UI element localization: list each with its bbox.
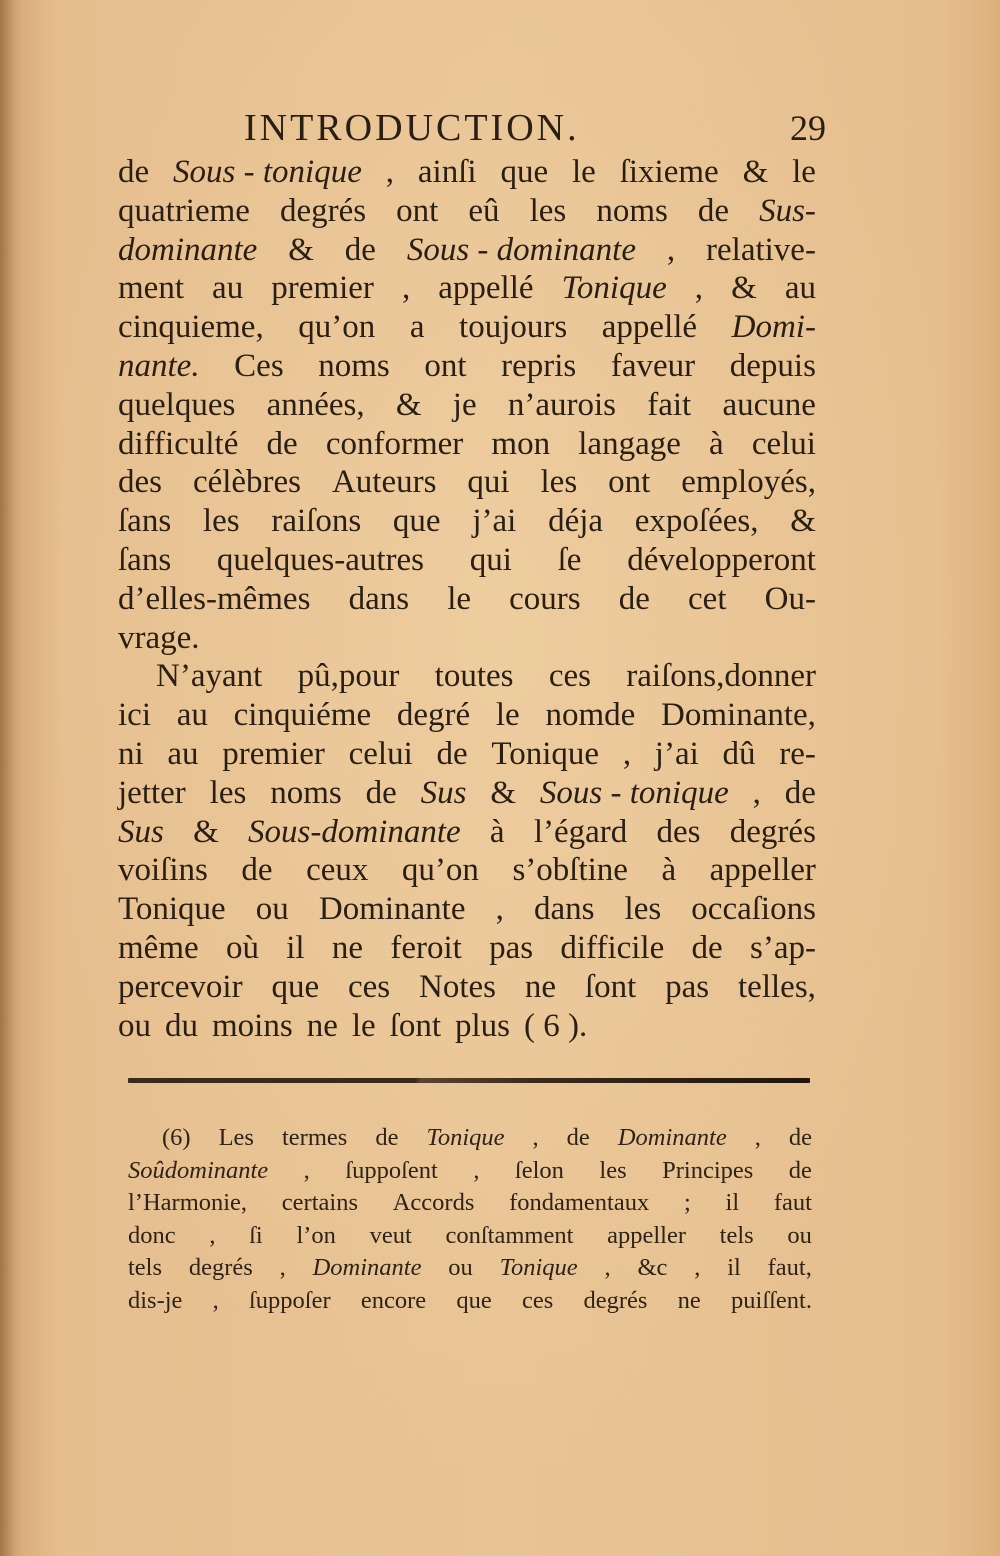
text-line bbox=[118, 696, 816, 735]
word: ces bbox=[548, 658, 591, 695]
footnote-line bbox=[128, 1155, 812, 1188]
word: d’elles-mêmes bbox=[118, 580, 311, 617]
word: ſont bbox=[389, 1007, 442, 1044]
word: mon bbox=[491, 425, 551, 462]
text-line bbox=[118, 386, 816, 425]
word: ſont bbox=[584, 968, 637, 1005]
word: faut, bbox=[767, 1254, 812, 1281]
word: jetter bbox=[118, 774, 186, 811]
word: que bbox=[456, 1286, 492, 1314]
word: Sous - dominante bbox=[406, 231, 636, 268]
word: dans bbox=[348, 580, 410, 617]
word: degré bbox=[396, 697, 471, 734]
word: dominante bbox=[118, 231, 258, 268]
text-line bbox=[118, 851, 816, 890]
word: occaſions bbox=[691, 891, 816, 928]
word: Sus- bbox=[759, 192, 816, 229]
word: j’ai bbox=[472, 503, 517, 540]
word: le bbox=[447, 580, 472, 617]
word: Les bbox=[218, 1124, 254, 1151]
word: & bbox=[193, 813, 219, 850]
word: Sous - tonique bbox=[539, 774, 729, 811]
word: & bbox=[790, 503, 816, 540]
word: aucune bbox=[722, 386, 816, 423]
word: difficile bbox=[560, 929, 665, 966]
word: faveur bbox=[610, 347, 696, 384]
word: , bbox=[532, 1124, 539, 1151]
word: ne bbox=[524, 968, 557, 1005]
word: qu’on bbox=[298, 309, 376, 346]
word: ont bbox=[396, 192, 439, 229]
word: , bbox=[666, 231, 676, 268]
word: je bbox=[452, 386, 477, 423]
text-line bbox=[118, 541, 816, 580]
word: employés, bbox=[681, 464, 816, 501]
word: ont bbox=[424, 347, 467, 384]
word: cours bbox=[509, 580, 581, 617]
word: de bbox=[691, 929, 723, 966]
word: Ou- bbox=[764, 580, 816, 617]
word: Tonique bbox=[491, 735, 600, 772]
word: & bbox=[731, 270, 757, 307]
text-line bbox=[118, 308, 816, 347]
footnote-rule bbox=[128, 1078, 810, 1083]
word: Accords bbox=[392, 1189, 475, 1216]
word: cinquieme, bbox=[118, 309, 264, 346]
word: ou bbox=[787, 1221, 812, 1249]
word: percevoir bbox=[118, 968, 243, 1005]
word: difficulté bbox=[118, 425, 239, 462]
word: de bbox=[697, 192, 730, 229]
word: les bbox=[540, 464, 578, 501]
word: de bbox=[784, 774, 816, 811]
word: au bbox=[176, 697, 208, 734]
text-line bbox=[118, 890, 816, 929]
word: déja bbox=[548, 503, 604, 540]
word: de bbox=[118, 154, 150, 190]
word: Domi- bbox=[731, 309, 816, 346]
word: qui bbox=[469, 541, 512, 578]
word: , bbox=[604, 1254, 611, 1281]
word: même bbox=[118, 929, 199, 966]
word: a bbox=[409, 309, 425, 346]
word: que bbox=[392, 503, 441, 540]
word: les bbox=[624, 891, 662, 928]
footnote bbox=[128, 1122, 812, 1317]
footnote-line bbox=[128, 1122, 812, 1155]
word: ou bbox=[118, 1007, 151, 1044]
word: pas bbox=[665, 968, 710, 1005]
word: Dominante bbox=[617, 1124, 727, 1151]
word: expoſées, bbox=[634, 503, 759, 540]
word: cet bbox=[688, 580, 727, 617]
word: , bbox=[209, 1221, 216, 1249]
word: degrés bbox=[729, 813, 816, 850]
word: Ces bbox=[234, 347, 284, 384]
word: , bbox=[694, 270, 704, 307]
word: tels bbox=[128, 1254, 163, 1281]
word: l’égard bbox=[533, 813, 628, 850]
text-line bbox=[118, 774, 816, 813]
word: , bbox=[694, 1254, 701, 1281]
word: toutes bbox=[434, 658, 514, 695]
word: ces bbox=[521, 1286, 554, 1314]
word: de bbox=[344, 231, 376, 268]
word: telles, bbox=[738, 968, 816, 1005]
word: j’ai bbox=[654, 735, 699, 772]
word: &c bbox=[637, 1254, 668, 1281]
word: noms bbox=[318, 347, 390, 384]
word: ou bbox=[448, 1254, 473, 1281]
word: il bbox=[286, 929, 305, 966]
word: cinquiéme bbox=[233, 697, 372, 734]
word: raiſons,donner bbox=[626, 658, 816, 695]
page-number: 29 bbox=[790, 108, 826, 148]
word: Sus bbox=[420, 774, 467, 811]
word: à bbox=[709, 425, 724, 462]
word: à bbox=[661, 852, 677, 889]
word: célèbres bbox=[192, 464, 302, 501]
word: les bbox=[209, 774, 247, 811]
word: , bbox=[752, 774, 761, 811]
word: degrés bbox=[279, 192, 367, 229]
word: ici bbox=[118, 697, 151, 734]
word: s’ap- bbox=[750, 929, 816, 966]
word: depuis bbox=[729, 347, 816, 384]
word: moins bbox=[212, 1007, 293, 1044]
main-text bbox=[118, 153, 816, 1045]
word: ſuppoſer bbox=[249, 1286, 331, 1314]
word: au bbox=[784, 270, 816, 307]
word: plus bbox=[455, 1007, 511, 1044]
word: Dominante, bbox=[661, 697, 816, 734]
word: , bbox=[303, 1156, 310, 1184]
footnote-line bbox=[128, 1187, 812, 1220]
word: faut bbox=[773, 1189, 812, 1216]
word: ainſi bbox=[417, 154, 477, 190]
word: N’ayant bbox=[156, 658, 263, 695]
word: relative- bbox=[706, 231, 816, 268]
word: vrage. bbox=[118, 619, 200, 656]
word: fait bbox=[647, 386, 692, 423]
word: premier bbox=[222, 735, 325, 772]
word: Sus bbox=[118, 813, 164, 850]
word: les bbox=[529, 192, 567, 229]
word: veut bbox=[369, 1221, 412, 1249]
word: toujours bbox=[459, 309, 568, 346]
word: Notes bbox=[419, 968, 497, 1005]
word: de bbox=[618, 580, 650, 617]
footnote-line bbox=[128, 1252, 812, 1285]
word: développeront bbox=[627, 541, 816, 578]
word: Principes bbox=[662, 1156, 754, 1184]
word: de bbox=[788, 1156, 812, 1184]
word: , bbox=[385, 154, 395, 190]
word: les bbox=[599, 1156, 627, 1184]
word: puiſſent. bbox=[731, 1286, 812, 1314]
word: de bbox=[566, 1124, 590, 1151]
word: qu’on bbox=[401, 852, 479, 889]
text-line bbox=[118, 153, 816, 192]
word: les bbox=[202, 503, 240, 540]
word: appellé bbox=[438, 270, 534, 307]
text-line bbox=[118, 192, 816, 231]
word: des bbox=[118, 464, 162, 501]
word: Auteurs bbox=[331, 464, 437, 501]
word: l’on bbox=[296, 1221, 336, 1249]
word: dis-je bbox=[128, 1286, 183, 1314]
word: dans bbox=[533, 891, 595, 928]
word: ne bbox=[306, 1007, 338, 1044]
word: tels bbox=[719, 1221, 754, 1249]
word: degrés bbox=[188, 1254, 253, 1281]
word: ces bbox=[348, 968, 391, 1005]
word: quelques bbox=[118, 386, 236, 423]
word: au bbox=[212, 270, 244, 307]
word: de bbox=[436, 735, 468, 772]
word: ceux bbox=[306, 852, 369, 889]
word: appeller bbox=[607, 1221, 686, 1249]
word: de bbox=[365, 774, 397, 811]
word: Tonique bbox=[426, 1124, 505, 1151]
word: noms bbox=[596, 192, 668, 229]
word: où bbox=[225, 929, 259, 966]
word: ſans bbox=[118, 541, 172, 578]
word: ſe bbox=[557, 541, 582, 578]
word: , bbox=[401, 270, 411, 307]
word: ne bbox=[677, 1286, 701, 1314]
word: dû bbox=[722, 735, 756, 772]
word: qui bbox=[467, 464, 510, 501]
word: à bbox=[489, 813, 505, 850]
text-line bbox=[118, 735, 816, 774]
text-line bbox=[118, 347, 816, 386]
word: ment bbox=[118, 270, 184, 307]
word: , bbox=[622, 735, 632, 772]
word: ni bbox=[118, 735, 144, 772]
text-line bbox=[118, 580, 816, 619]
word: , bbox=[754, 1124, 761, 1151]
text-line bbox=[118, 502, 816, 541]
word: il bbox=[725, 1189, 740, 1216]
word: le bbox=[792, 154, 816, 190]
word: conformer bbox=[325, 425, 464, 462]
word: le bbox=[495, 697, 520, 734]
word: nante. bbox=[118, 347, 200, 384]
word: noms bbox=[270, 774, 342, 811]
word: quelques-autres bbox=[216, 541, 424, 578]
word: nomde bbox=[545, 697, 636, 734]
word: Tonique bbox=[499, 1254, 578, 1281]
word: années, bbox=[266, 386, 365, 423]
footnote-line bbox=[128, 1285, 812, 1318]
word: n’aurois bbox=[507, 386, 616, 423]
word: ont bbox=[608, 464, 651, 501]
text-line bbox=[118, 269, 816, 308]
word: ſelon bbox=[514, 1156, 564, 1184]
text-line bbox=[118, 425, 816, 464]
word: appeller bbox=[709, 852, 816, 889]
word: premier bbox=[271, 270, 374, 307]
word: eû bbox=[468, 192, 500, 229]
text-line bbox=[118, 231, 816, 270]
footnote-line bbox=[128, 1220, 812, 1253]
word: conſtamment bbox=[445, 1221, 574, 1249]
word: Soûdominante bbox=[128, 1156, 269, 1184]
word: celui bbox=[751, 425, 816, 462]
word: feroit bbox=[390, 929, 462, 966]
word: Tonique bbox=[561, 270, 667, 307]
word: que bbox=[500, 154, 549, 190]
text-line bbox=[118, 968, 816, 1007]
word: Tonique bbox=[118, 891, 226, 928]
word: ou bbox=[255, 891, 289, 928]
text-line bbox=[118, 929, 816, 968]
word: , bbox=[495, 891, 504, 928]
word: celui bbox=[348, 735, 413, 772]
word: donc bbox=[128, 1221, 176, 1249]
word: Dominante bbox=[318, 891, 466, 928]
word: Sous - tonique bbox=[173, 154, 362, 190]
word: re- bbox=[779, 735, 816, 772]
text-line bbox=[118, 619, 816, 658]
word: langage bbox=[578, 425, 681, 462]
word: , bbox=[473, 1156, 480, 1184]
word: fondamentaux bbox=[509, 1189, 650, 1216]
word: ne bbox=[331, 929, 364, 966]
word: repris bbox=[501, 347, 577, 384]
word: de bbox=[266, 425, 298, 462]
word: au bbox=[167, 735, 199, 772]
word: que bbox=[271, 968, 320, 1005]
text-line bbox=[118, 813, 816, 852]
word: degrés bbox=[583, 1286, 648, 1314]
word: & bbox=[395, 386, 422, 423]
word: voiſins bbox=[118, 852, 208, 889]
word: & bbox=[490, 774, 517, 811]
word: quatrieme bbox=[118, 192, 250, 229]
text-line bbox=[118, 463, 816, 502]
page-gutter-shadow bbox=[0, 0, 14, 1556]
word: & bbox=[742, 154, 769, 190]
word: des bbox=[656, 813, 701, 850]
word: pas bbox=[489, 929, 534, 966]
word: de bbox=[788, 1124, 812, 1151]
word: de bbox=[241, 852, 273, 889]
word: de bbox=[375, 1124, 399, 1151]
word: du bbox=[165, 1007, 198, 1044]
word: & bbox=[288, 231, 314, 268]
word: , bbox=[212, 1286, 219, 1314]
word: ſi bbox=[249, 1221, 263, 1249]
word: (6) bbox=[162, 1124, 191, 1151]
word: le bbox=[572, 154, 596, 190]
running-head: INTRODUCTION. bbox=[244, 107, 580, 149]
word: ſans bbox=[118, 503, 172, 540]
word: ſuppoſent bbox=[345, 1156, 438, 1184]
word: il bbox=[727, 1254, 741, 1281]
page-header bbox=[116, 104, 826, 152]
text-line bbox=[118, 1007, 816, 1046]
word: s’obſtine bbox=[512, 852, 628, 889]
word: ; bbox=[683, 1189, 691, 1216]
word: , bbox=[279, 1254, 286, 1281]
word: ( 6 ). bbox=[524, 1007, 588, 1044]
word: raiſons bbox=[271, 503, 362, 540]
word: Dominante bbox=[312, 1254, 422, 1281]
word: termes bbox=[281, 1124, 348, 1151]
word: certains bbox=[281, 1189, 358, 1216]
word: encore bbox=[360, 1286, 427, 1314]
word: pû,pour bbox=[297, 658, 400, 695]
word: ſixieme bbox=[619, 154, 719, 190]
word: Sous-dominante bbox=[248, 813, 461, 850]
text-line bbox=[118, 657, 816, 696]
word: l’Harmonie, bbox=[128, 1189, 248, 1216]
word: appellé bbox=[601, 309, 698, 346]
word: le bbox=[351, 1007, 376, 1044]
